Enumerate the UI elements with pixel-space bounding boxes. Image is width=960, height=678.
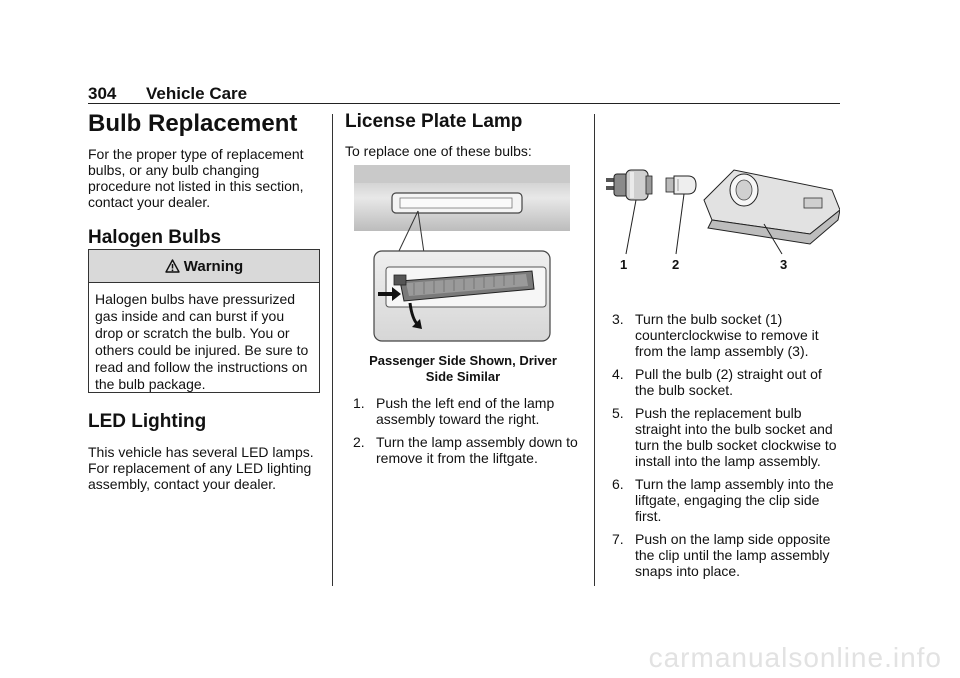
step-text: Push the left end of the lamp assembly toward the right. xyxy=(376,395,555,427)
license-plate-lamp-title: License Plate Lamp xyxy=(345,111,523,132)
step-number: 5. xyxy=(612,405,624,421)
liftgate-lamp-illustration xyxy=(354,165,570,345)
section-title: Vehicle Care xyxy=(146,84,248,103)
callout-2: 2 xyxy=(672,257,680,272)
bulb-replacement-intro: For the proper type of replacement bulbs, or any bulb changing procedure not listed in this section, contact your dealer. xyxy=(88,146,304,210)
steps-list-a xyxy=(345,395,583,473)
led-lighting-heading: LED Lighting xyxy=(88,411,207,432)
step-text: Pull the bulb (2) straight out of the bulb socket. xyxy=(635,366,822,398)
page-header xyxy=(88,84,840,104)
step-number: 6. xyxy=(612,476,624,492)
step-text: Turn the lamp assembly down to remove it from the liftgate. xyxy=(376,434,578,466)
step-number: 1. xyxy=(353,395,365,411)
warning-header xyxy=(89,250,319,283)
callout-1: 1 xyxy=(620,257,628,272)
column-divider-right xyxy=(594,114,595,586)
step-text: Push on the lamp side opposite the clip until the lamp assembly snaps into place. xyxy=(635,531,831,579)
header-rule xyxy=(88,103,840,104)
page-number: 304 xyxy=(88,84,117,103)
list-item xyxy=(345,434,583,466)
step-number: 2. xyxy=(353,434,365,450)
callout-3: 3 xyxy=(780,257,788,272)
caption-line-2: Side Similar xyxy=(425,369,501,384)
warning-triangle-icon xyxy=(165,259,180,273)
list-item xyxy=(604,476,844,524)
step-text: Push the replacement bulb straight into the bulb socket and turn the bulb socket clockwise to install into the lamp assembly. xyxy=(635,405,837,469)
warning-text: Halogen bulbs have pressurized gas inside and can burst if you drop or scratch the bulb. You or others could be injured. Be sure to read and follow the instructions on the bulb package. xyxy=(95,291,309,392)
list-item xyxy=(604,531,844,579)
step-number: 7. xyxy=(612,531,624,547)
column-divider-left xyxy=(332,114,333,586)
list-item xyxy=(604,366,844,398)
list-item xyxy=(604,405,844,469)
halogen-bulbs-heading: Halogen Bulbs xyxy=(88,227,222,248)
steps-list-b xyxy=(604,311,844,586)
step-text: Turn the lamp assembly into the liftgate, engaging the clip side first. xyxy=(635,476,834,524)
led-section xyxy=(88,410,322,492)
middle-column xyxy=(345,110,583,159)
warning-box xyxy=(88,249,320,393)
left-column xyxy=(88,110,322,250)
license-plate-lamp-intro: To replace one of these bulbs: xyxy=(345,143,532,159)
illustration-caption xyxy=(350,353,576,385)
warning-label: Warning xyxy=(183,257,244,275)
bulb-parts-illustration xyxy=(604,160,840,262)
step-number: 3. xyxy=(612,311,624,327)
led-lighting-text: This vehicle has several LED lamps. For replacement of any LED lighting assembly, contact your dealer. xyxy=(88,444,314,492)
step-number: 4. xyxy=(612,366,624,382)
step-text: Turn the bulb socket (1) counterclockwise to remove it from the lamp assembly (3). xyxy=(635,311,819,359)
footer-watermark: carmanualsonline.info xyxy=(648,642,942,673)
list-item xyxy=(604,311,844,359)
caption-line-1: Passenger Side Shown, Driver xyxy=(369,353,557,368)
list-item xyxy=(345,395,583,427)
bulb-replacement-title: Bulb Replacement xyxy=(88,110,298,137)
